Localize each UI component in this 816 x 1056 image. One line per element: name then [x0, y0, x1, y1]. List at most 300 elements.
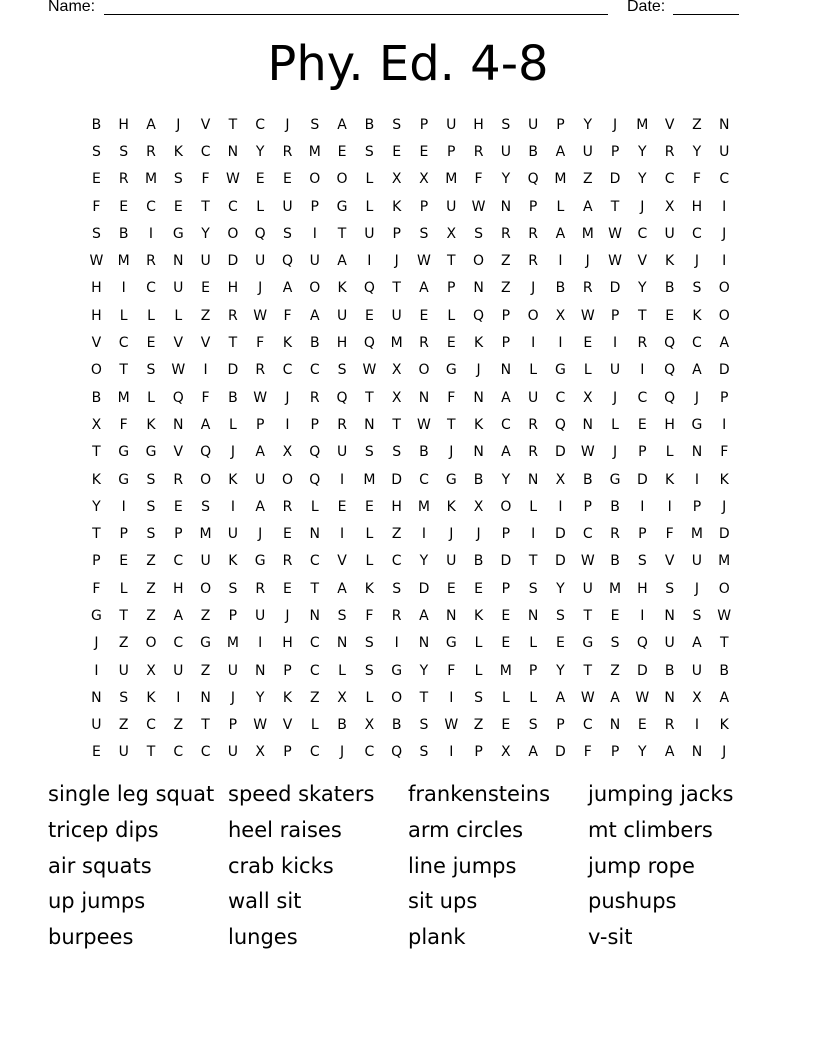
grid-letter[interactable]: U: [528, 389, 539, 406]
grid-letter[interactable]: E: [474, 580, 484, 597]
grid-letter[interactable]: Y: [638, 280, 648, 297]
grid-letter[interactable]: A: [337, 253, 348, 270]
grid-letter[interactable]: Y: [638, 143, 648, 160]
grid-letter[interactable]: N: [473, 444, 485, 461]
grid-letter[interactable]: E: [146, 335, 156, 352]
grid-letter[interactable]: E: [173, 198, 184, 215]
grid-letter[interactable]: S: [146, 362, 156, 379]
grid-letter[interactable]: L: [529, 635, 538, 652]
grid-letter[interactable]: V: [637, 253, 648, 270]
grid-letter[interactable]: M: [117, 253, 131, 270]
grid-letter[interactable]: P: [528, 662, 538, 679]
grid-letter[interactable]: P: [310, 198, 320, 215]
grid-letter[interactable]: N: [473, 389, 485, 406]
grid-letter[interactable]: U: [691, 662, 703, 679]
grid-letter[interactable]: K: [282, 689, 293, 706]
grid-letter[interactable]: C: [582, 717, 594, 734]
grid-letter[interactable]: J: [258, 526, 263, 543]
grid-letter[interactable]: S: [91, 225, 102, 242]
grid-letter[interactable]: Z: [391, 526, 402, 543]
grid-letter[interactable]: F: [665, 526, 675, 543]
grid-letter[interactable]: A: [692, 635, 703, 652]
grid-letter[interactable]: C: [146, 717, 157, 734]
grid-letter[interactable]: K: [392, 198, 402, 215]
grid-letter[interactable]: C: [719, 171, 730, 188]
grid-letter[interactable]: T: [638, 307, 648, 324]
grid-letter[interactable]: C: [582, 526, 594, 543]
grid-letter[interactable]: C: [309, 362, 321, 379]
grid-letter[interactable]: G: [90, 607, 103, 624]
grid-letter[interactable]: T: [92, 444, 102, 461]
grid-letter[interactable]: F: [692, 171, 702, 188]
grid-letter[interactable]: E: [119, 198, 129, 215]
grid-letter[interactable]: U: [336, 444, 348, 461]
grid-letter[interactable]: O: [200, 580, 212, 597]
grid-letter[interactable]: R: [118, 171, 130, 188]
grid-letter[interactable]: F: [720, 444, 729, 461]
grid-letter[interactable]: J: [694, 580, 700, 597]
grid-letter[interactable]: P: [447, 143, 456, 160]
grid-letter[interactable]: S: [310, 116, 320, 133]
grid-letter[interactable]: R: [664, 717, 675, 734]
grid-letter[interactable]: L: [119, 580, 129, 597]
grid-letter[interactable]: S: [146, 498, 156, 515]
grid-letter[interactable]: K: [665, 471, 675, 488]
grid-letter[interactable]: Z: [146, 553, 157, 570]
grid-letter[interactable]: G: [254, 553, 267, 570]
grid-letter[interactable]: V: [200, 116, 211, 133]
grid-letter[interactable]: D: [555, 444, 567, 461]
grid-letter[interactable]: M: [718, 553, 731, 570]
grid-letter[interactable]: Y: [255, 689, 265, 706]
grid-letter[interactable]: Y: [501, 171, 511, 188]
grid-letter[interactable]: R: [473, 143, 484, 160]
grid-letter[interactable]: O: [309, 280, 321, 297]
grid-letter[interactable]: E: [364, 307, 375, 324]
grid-letter[interactable]: Z: [118, 635, 129, 652]
grid-letter[interactable]: D: [555, 526, 567, 543]
grid-letter[interactable]: K: [228, 553, 238, 570]
grid-letter[interactable]: I: [640, 607, 645, 624]
grid-letter[interactable]: W: [608, 225, 623, 242]
grid-letter[interactable]: N: [309, 526, 321, 543]
grid-letter[interactable]: N: [336, 635, 348, 652]
grid-letter[interactable]: E: [501, 635, 511, 652]
grid-letter[interactable]: U: [446, 116, 457, 133]
grid-letter[interactable]: E: [119, 553, 129, 570]
grid-letter[interactable]: Z: [309, 689, 321, 706]
grid-letter[interactable]: P: [610, 744, 620, 761]
grid-letter[interactable]: G: [582, 635, 594, 652]
grid-letter[interactable]: X: [446, 225, 457, 242]
grid-letter[interactable]: R: [610, 526, 621, 543]
grid-letter[interactable]: P: [174, 526, 184, 543]
grid-letter[interactable]: Z: [582, 171, 594, 188]
grid-letter[interactable]: U: [227, 662, 239, 679]
grid-letter[interactable]: G: [555, 362, 567, 379]
grid-letter[interactable]: N: [691, 744, 703, 761]
grid-letter[interactable]: U: [200, 253, 212, 270]
grid-letter[interactable]: F: [583, 744, 593, 761]
grid-letter[interactable]: R: [282, 143, 293, 160]
grid-letter[interactable]: P: [228, 717, 238, 734]
grid-letter[interactable]: X: [555, 307, 566, 324]
grid-letter[interactable]: E: [637, 717, 648, 734]
grid-letter[interactable]: T: [528, 553, 538, 570]
grid-letter[interactable]: P: [310, 416, 320, 433]
grid-letter[interactable]: G: [445, 362, 458, 379]
grid-letter[interactable]: J: [285, 116, 291, 133]
grid-letter[interactable]: I: [640, 498, 645, 515]
grid-letter[interactable]: E: [446, 335, 457, 352]
grid-letter[interactable]: V: [664, 553, 675, 570]
grid-letter[interactable]: Z: [173, 717, 184, 734]
grid-letter[interactable]: P: [501, 307, 511, 324]
grid-letter[interactable]: L: [310, 717, 320, 734]
grid-letter[interactable]: M: [390, 335, 404, 352]
grid-letter[interactable]: J: [258, 280, 263, 297]
grid-letter[interactable]: T: [583, 662, 593, 679]
grid-letter[interactable]: A: [146, 116, 157, 133]
grid-letter[interactable]: H: [637, 580, 649, 597]
grid-letter[interactable]: M: [199, 526, 213, 543]
grid-letter[interactable]: I: [722, 253, 727, 270]
grid-letter[interactable]: I: [121, 498, 127, 515]
grid-letter[interactable]: B: [555, 280, 566, 297]
grid-letter[interactable]: L: [365, 198, 374, 215]
grid-letter[interactable]: K: [364, 580, 375, 597]
grid-letter[interactable]: K: [473, 335, 484, 352]
grid-letter[interactable]: V: [664, 116, 675, 133]
grid-letter[interactable]: A: [664, 744, 675, 761]
grid-letter[interactable]: I: [148, 225, 154, 242]
grid-letter[interactable]: S: [146, 526, 156, 543]
grid-letter[interactable]: Z: [146, 607, 157, 624]
grid-letter[interactable]: G: [391, 662, 403, 679]
grid-letter[interactable]: E: [501, 717, 511, 734]
grid-letter[interactable]: W: [580, 689, 596, 706]
grid-letter[interactable]: X: [391, 389, 402, 406]
grid-letter[interactable]: T: [446, 416, 457, 433]
grid-letter[interactable]: N: [609, 717, 621, 734]
grid-letter[interactable]: J: [476, 526, 482, 543]
grid-letter[interactable]: B: [309, 335, 321, 352]
grid-letter[interactable]: S: [610, 635, 620, 652]
grid-letter[interactable]: A: [501, 444, 512, 461]
grid-letter[interactable]: S: [228, 580, 238, 597]
grid-letter[interactable]: A: [309, 307, 321, 324]
grid-letter[interactable]: H: [91, 280, 103, 297]
grid-letter[interactable]: C: [692, 225, 703, 242]
grid-letter[interactable]: X: [364, 717, 375, 734]
grid-letter[interactable]: X: [391, 171, 402, 188]
grid-letter[interactable]: L: [365, 171, 374, 188]
grid-letter[interactable]: N: [527, 607, 539, 624]
grid-letter[interactable]: C: [500, 416, 512, 433]
grid-letter[interactable]: D: [609, 280, 621, 297]
grid-letter[interactable]: Y: [419, 553, 429, 570]
grid-letter[interactable]: N: [200, 689, 212, 706]
grid-letter[interactable]: P: [528, 198, 538, 215]
grid-letter[interactable]: S: [419, 225, 429, 242]
grid-letter[interactable]: E: [91, 171, 102, 188]
grid-letter[interactable]: C: [419, 471, 430, 488]
grid-letter[interactable]: E: [637, 416, 648, 433]
grid-letter[interactable]: N: [473, 280, 485, 297]
grid-letter[interactable]: Y: [692, 143, 702, 160]
grid-letter[interactable]: Y: [583, 116, 593, 133]
grid-letter[interactable]: J: [722, 744, 727, 761]
grid-letter[interactable]: C: [255, 116, 266, 133]
grid-letter[interactable]: T: [119, 362, 129, 379]
grid-letter[interactable]: C: [309, 635, 321, 652]
grid-letter[interactable]: U: [582, 580, 594, 597]
grid-letter[interactable]: C: [364, 744, 375, 761]
grid-letter[interactable]: T: [228, 335, 238, 352]
grid-letter[interactable]: S: [337, 607, 348, 624]
grid-letter[interactable]: P: [556, 717, 566, 734]
grid-letter[interactable]: J: [722, 498, 727, 515]
grid-letter[interactable]: I: [258, 635, 263, 652]
grid-letter[interactable]: F: [92, 580, 101, 597]
grid-letter[interactable]: T: [337, 225, 347, 242]
grid-letter[interactable]: A: [501, 389, 512, 406]
grid-letter[interactable]: M: [445, 171, 458, 188]
grid-letter[interactable]: M: [581, 225, 595, 242]
grid-letter[interactable]: P: [92, 553, 102, 570]
grid-letter[interactable]: C: [146, 198, 157, 215]
grid-letter[interactable]: J: [612, 116, 618, 133]
grid-letter[interactable]: W: [417, 416, 432, 433]
grid-letter[interactable]: E: [283, 526, 293, 543]
grid-letter[interactable]: J: [449, 444, 454, 461]
grid-letter[interactable]: I: [558, 498, 564, 515]
grid-letter[interactable]: O: [309, 171, 321, 188]
grid-letter[interactable]: J: [640, 198, 645, 215]
grid-letter[interactable]: Q: [281, 253, 294, 270]
grid-letter[interactable]: K: [692, 307, 703, 324]
grid-letter[interactable]: P: [556, 116, 566, 133]
grid-letter[interactable]: C: [555, 389, 566, 406]
grid-letter[interactable]: M: [608, 580, 622, 597]
grid-letter[interactable]: R: [391, 607, 403, 624]
grid-letter[interactable]: X: [146, 662, 157, 679]
grid-letter[interactable]: R: [228, 307, 239, 324]
grid-letter[interactable]: S: [119, 143, 129, 160]
grid-letter[interactable]: R: [282, 553, 293, 570]
grid-letter[interactable]: P: [447, 280, 456, 297]
grid-letter[interactable]: F: [447, 662, 456, 679]
grid-letter[interactable]: F: [365, 607, 374, 624]
grid-letter[interactable]: D: [500, 553, 512, 570]
grid-letter[interactable]: Q: [363, 335, 376, 352]
grid-letter[interactable]: B: [719, 662, 730, 679]
grid-letter[interactable]: U: [118, 662, 130, 679]
grid-letter[interactable]: M: [144, 171, 158, 188]
grid-letter[interactable]: P: [692, 498, 702, 515]
grid-letter[interactable]: E: [501, 607, 511, 624]
grid-letter[interactable]: R: [337, 416, 348, 433]
grid-letter[interactable]: S: [283, 225, 293, 242]
grid-letter[interactable]: R: [146, 253, 157, 270]
grid-letter[interactable]: D: [418, 580, 430, 597]
grid-letter[interactable]: K: [719, 717, 730, 734]
grid-letter[interactable]: R: [146, 143, 157, 160]
grid-letter[interactable]: X: [391, 362, 402, 379]
grid-letter[interactable]: O: [718, 580, 731, 597]
grid-letter[interactable]: C: [391, 553, 403, 570]
grid-letter[interactable]: S: [692, 607, 702, 624]
grid-letter[interactable]: V: [173, 335, 184, 352]
grid-letter[interactable]: P: [638, 444, 648, 461]
grid-letter[interactable]: S: [692, 280, 702, 297]
grid-letter[interactable]: R: [664, 143, 675, 160]
grid-letter[interactable]: I: [312, 225, 318, 242]
grid-letter[interactable]: N: [173, 253, 185, 270]
grid-letter[interactable]: U: [255, 471, 266, 488]
grid-letter[interactable]: O: [200, 471, 212, 488]
grid-letter[interactable]: Q: [664, 389, 676, 406]
grid-letter[interactable]: B: [582, 471, 594, 488]
grid-letter[interactable]: I: [340, 526, 345, 543]
grid-letter[interactable]: C: [200, 744, 211, 761]
grid-letter[interactable]: Z: [118, 717, 129, 734]
grid-letter[interactable]: R: [528, 225, 539, 242]
grid-letter[interactable]: Z: [501, 253, 512, 270]
grid-letter[interactable]: K: [91, 471, 102, 488]
grid-letter[interactable]: Z: [200, 662, 211, 679]
grid-letter[interactable]: I: [694, 471, 700, 488]
grid-letter[interactable]: R: [419, 335, 430, 352]
grid-letter[interactable]: E: [255, 171, 266, 188]
grid-letter[interactable]: N: [418, 635, 430, 652]
grid-letter[interactable]: J: [612, 389, 618, 406]
grid-letter[interactable]: J: [394, 253, 400, 270]
grid-letter[interactable]: N: [500, 362, 512, 379]
grid-letter[interactable]: R: [637, 335, 648, 352]
grid-letter[interactable]: S: [392, 116, 402, 133]
grid-letter[interactable]: L: [119, 307, 129, 324]
grid-letter[interactable]: H: [336, 335, 348, 352]
grid-letter[interactable]: N: [173, 416, 185, 433]
grid-letter[interactable]: U: [282, 198, 294, 215]
grid-letter[interactable]: A: [528, 744, 539, 761]
grid-letter[interactable]: M: [636, 116, 649, 133]
grid-letter[interactable]: S: [119, 689, 129, 706]
grid-letter[interactable]: D: [636, 662, 649, 679]
grid-letter[interactable]: S: [392, 580, 402, 597]
grid-letter[interactable]: W: [635, 689, 650, 706]
grid-letter[interactable]: L: [338, 662, 347, 679]
grid-letter[interactable]: F: [474, 171, 484, 188]
grid-letter[interactable]: W: [444, 717, 459, 734]
grid-letter[interactable]: X: [692, 689, 703, 706]
grid-letter[interactable]: Z: [692, 116, 703, 133]
grid-letter[interactable]: Y: [92, 498, 102, 515]
grid-letter[interactable]: J: [722, 225, 727, 242]
grid-letter[interactable]: M: [690, 526, 704, 543]
grid-letter[interactable]: L: [256, 198, 265, 215]
grid-letter[interactable]: G: [118, 471, 130, 488]
grid-letter[interactable]: E: [364, 498, 375, 515]
grid-letter[interactable]: I: [640, 362, 645, 379]
grid-letter[interactable]: A: [255, 498, 266, 515]
grid-letter[interactable]: L: [147, 307, 156, 324]
grid-letter[interactable]: A: [419, 280, 430, 297]
grid-letter[interactable]: O: [718, 307, 731, 324]
grid-letter[interactable]: W: [608, 253, 623, 270]
grid-letter[interactable]: Y: [201, 225, 211, 242]
grid-letter[interactable]: K: [173, 143, 184, 160]
grid-letter[interactable]: N: [664, 607, 676, 624]
grid-letter[interactable]: A: [419, 607, 430, 624]
grid-letter[interactable]: I: [722, 198, 727, 215]
grid-letter[interactable]: B: [610, 553, 621, 570]
grid-letter[interactable]: I: [421, 526, 427, 543]
grid-letter[interactable]: P: [419, 116, 429, 133]
grid-letter[interactable]: E: [665, 307, 675, 324]
grid-letter[interactable]: S: [364, 635, 375, 652]
grid-letter[interactable]: F: [119, 416, 129, 433]
grid-letter[interactable]: B: [664, 662, 675, 679]
grid-letter[interactable]: Z: [473, 717, 484, 734]
grid-letter[interactable]: F: [447, 389, 456, 406]
grid-letter[interactable]: I: [94, 662, 99, 679]
grid-letter[interactable]: R: [255, 580, 266, 597]
grid-letter[interactable]: T: [365, 389, 375, 406]
grid-letter[interactable]: U: [446, 198, 457, 215]
grid-letter[interactable]: R: [309, 389, 321, 406]
grid-letter[interactable]: O: [473, 253, 485, 270]
grid-letter[interactable]: X: [473, 498, 484, 515]
grid-letter[interactable]: W: [253, 307, 268, 324]
grid-letter[interactable]: S: [474, 689, 484, 706]
grid-letter[interactable]: Z: [610, 662, 621, 679]
grid-letter[interactable]: L: [310, 498, 320, 515]
grid-letter[interactable]: E: [337, 143, 347, 160]
grid-letter[interactable]: T: [146, 744, 156, 761]
grid-letter[interactable]: W: [171, 362, 186, 379]
grid-letter[interactable]: X: [664, 198, 675, 215]
grid-letter[interactable]: J: [176, 116, 181, 133]
grid-letter[interactable]: P: [583, 498, 593, 515]
grid-letter[interactable]: L: [228, 416, 238, 433]
date-blank-line[interactable]: [673, 14, 739, 15]
grid-letter[interactable]: C: [118, 335, 130, 352]
grid-letter[interactable]: C: [173, 635, 184, 652]
grid-letter[interactable]: Q: [636, 635, 649, 652]
grid-letter[interactable]: S: [528, 580, 539, 597]
grid-letter[interactable]: I: [285, 416, 291, 433]
grid-letter[interactable]: T: [201, 717, 211, 734]
grid-letter[interactable]: I: [340, 471, 345, 488]
grid-letter[interactable]: L: [474, 662, 483, 679]
grid-letter[interactable]: D: [718, 362, 731, 379]
grid-letter[interactable]: G: [145, 444, 157, 461]
grid-letter[interactable]: M: [117, 389, 131, 406]
grid-letter[interactable]: N: [418, 389, 430, 406]
grid-letter[interactable]: W: [580, 553, 596, 570]
grid-letter[interactable]: L: [447, 307, 456, 324]
grid-letter[interactable]: P: [119, 526, 129, 543]
grid-letter[interactable]: U: [227, 744, 239, 761]
grid-letter[interactable]: A: [610, 689, 621, 706]
grid-letter[interactable]: C: [309, 744, 321, 761]
grid-letter[interactable]: T: [92, 526, 102, 543]
grid-letter[interactable]: E: [337, 498, 347, 515]
grid-letter[interactable]: Q: [473, 307, 485, 324]
grid-letter[interactable]: W: [580, 307, 596, 324]
